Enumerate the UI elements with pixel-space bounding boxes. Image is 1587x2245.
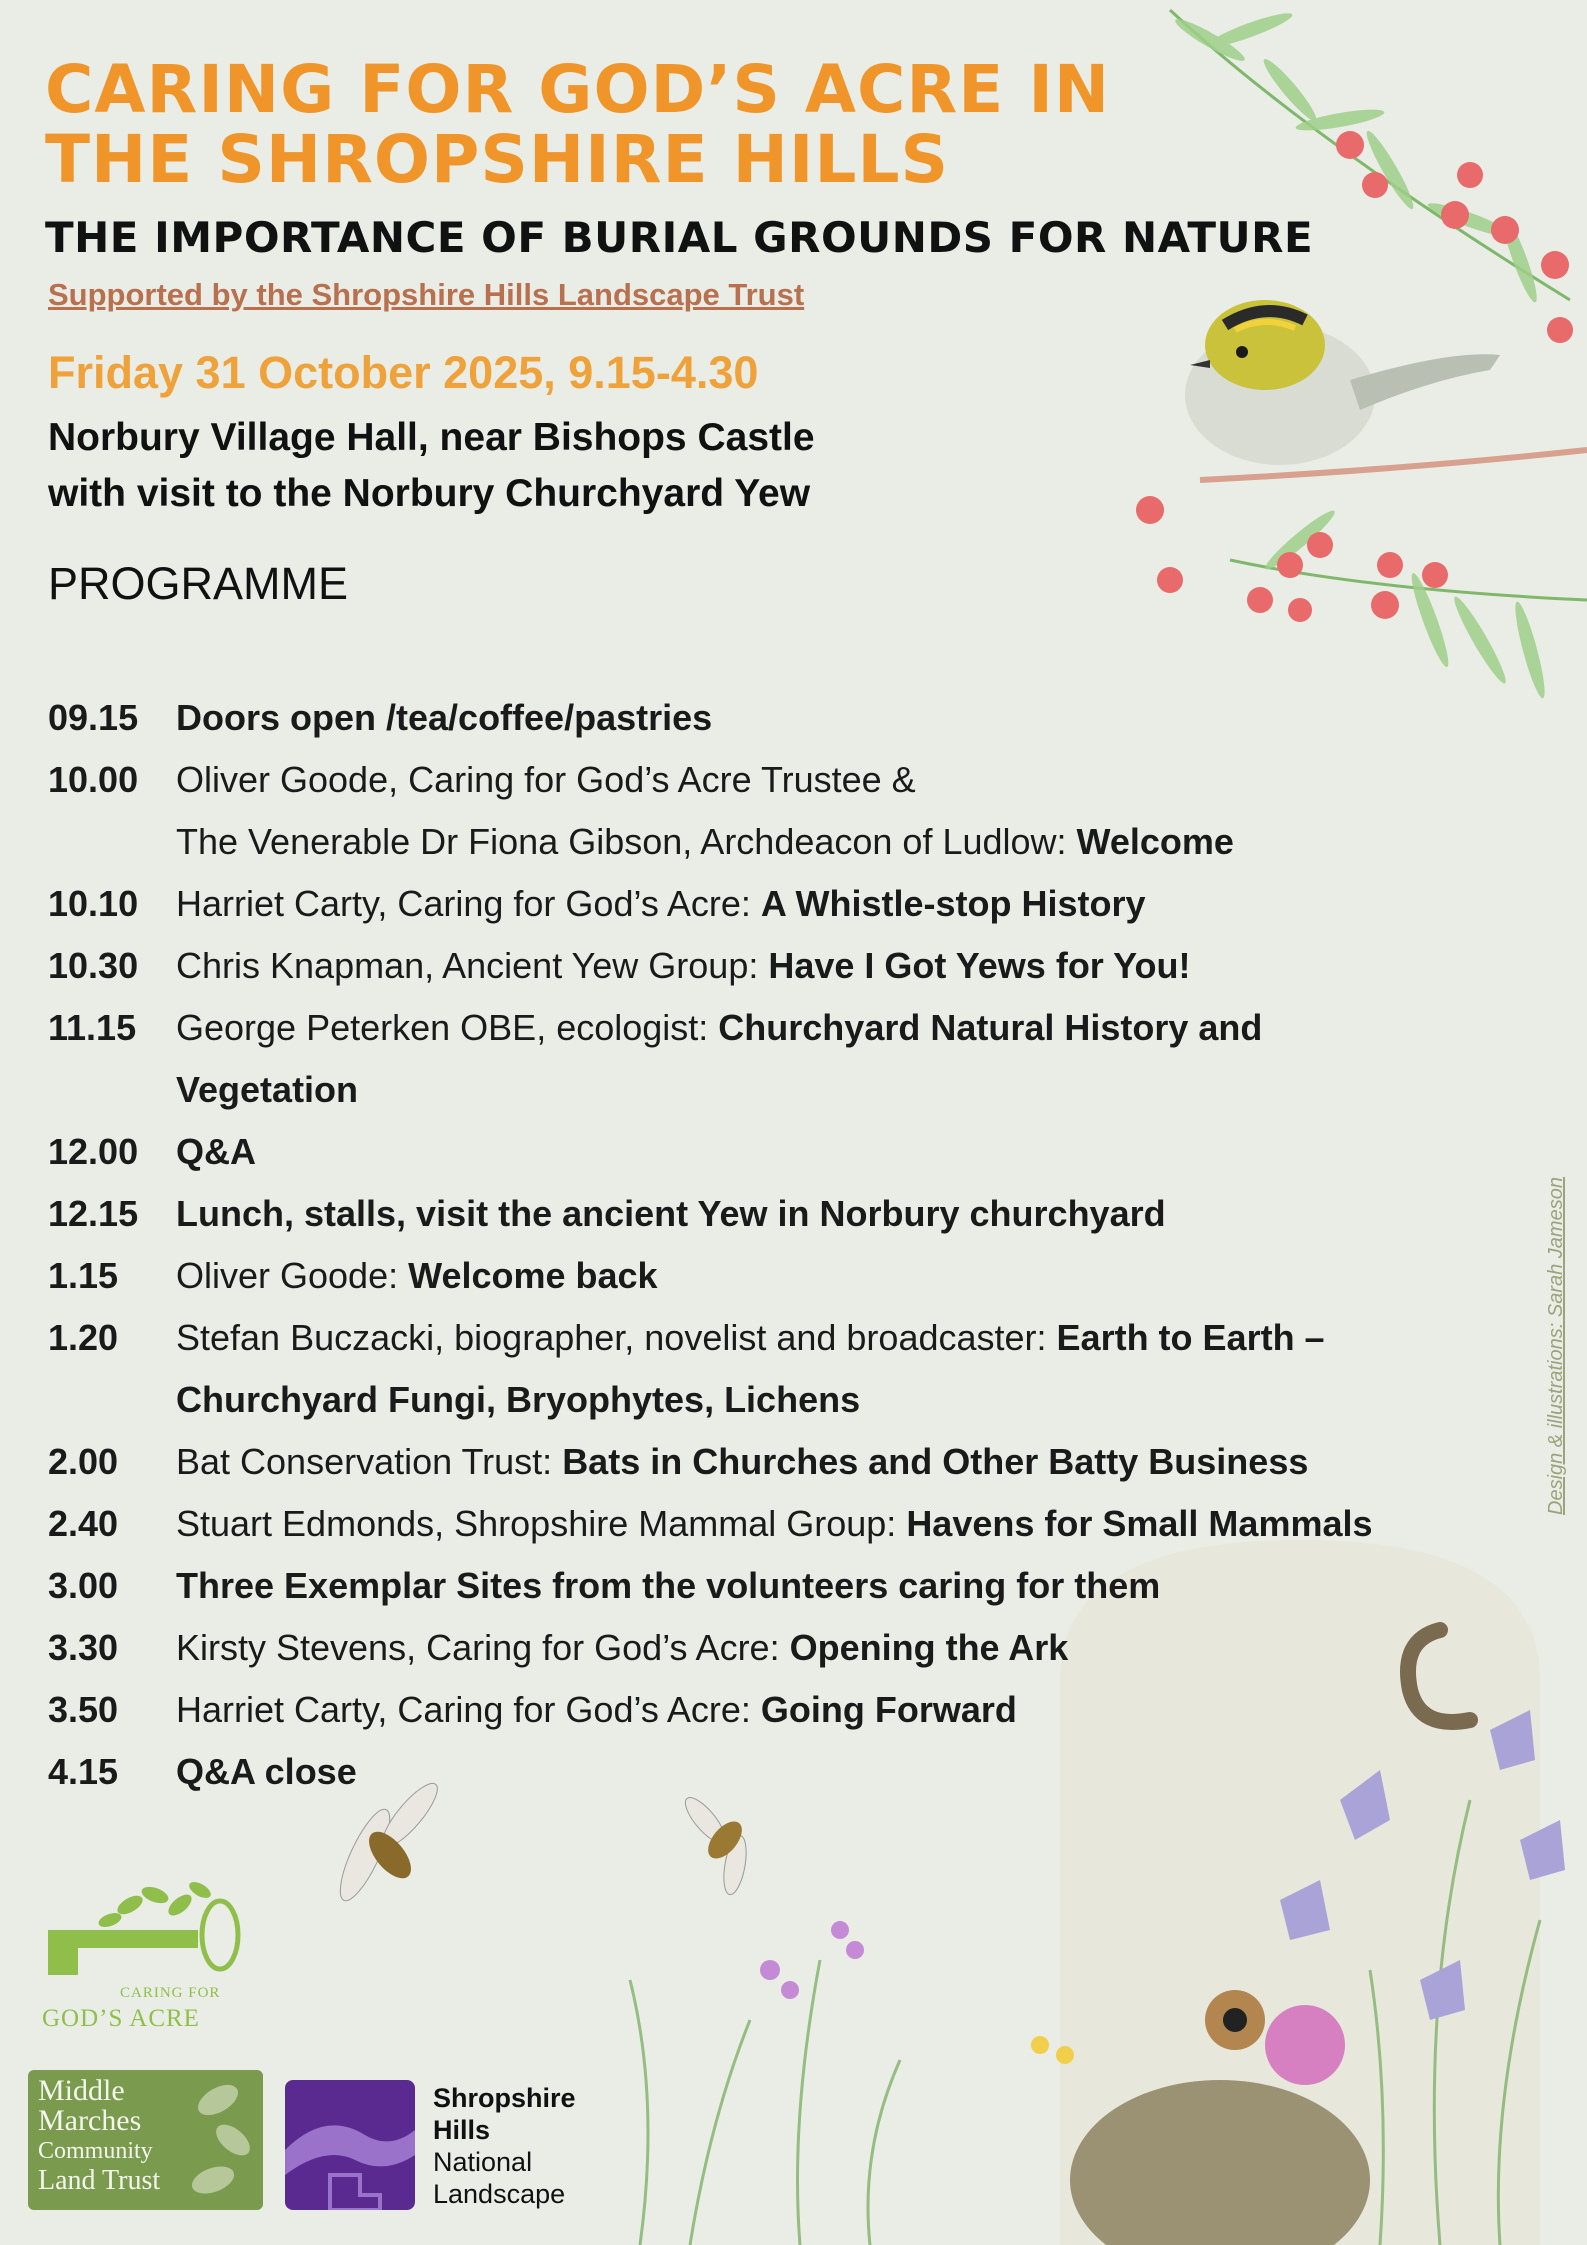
programme-row: [48, 873, 1528, 935]
mm-line-2: Marches: [38, 2104, 142, 2137]
programme-row: [48, 749, 1528, 811]
programme-entry: [176, 1307, 1528, 1369]
programme-speaker: Chris Knapman, Ancient Yew Group:: [176, 945, 769, 986]
sh-line-2: Hills: [433, 2115, 491, 2145]
programme-entry: [176, 749, 1528, 811]
programme-entry: [176, 1245, 1528, 1307]
programme-time: 3.30: [48, 1627, 119, 1668]
programme-speaker: Stuart Edmonds, Shropshire Mammal Group:: [176, 1503, 907, 1544]
programme-time: 12.00: [48, 1131, 139, 1172]
programme-time: 1.20: [48, 1317, 119, 1358]
programme-entry: [176, 1059, 1528, 1121]
programme-time: 1.15: [48, 1255, 119, 1296]
gods-acre-logo-line-2: GOD’S ACRE: [42, 2005, 200, 2032]
gods-acre-logo-line-1: CARING FOR: [120, 1985, 221, 2001]
programme-entry: [176, 1741, 1528, 1803]
programme-talk-title: Churchyard Fungi, Bryophytes, Lichens: [176, 1379, 861, 1420]
programme-entry: [176, 1555, 1528, 1617]
programme-row: [48, 1121, 1528, 1183]
programme-speaker: Kirsty Stevens, Caring for God’s Acre:: [176, 1627, 790, 1668]
event-subtitle: THE IMPORTANCE OF BURIAL GROUNDS FOR NATURE: [45, 213, 1314, 262]
programme-row: [48, 1307, 1528, 1369]
programme-time: 12.15: [48, 1193, 139, 1234]
programme-speaker: The Venerable Dr Fiona Gibson, Archdeacon of Ludlow:: [176, 821, 1077, 862]
programme-row: [48, 1183, 1528, 1245]
programme-time: [48, 1369, 176, 1431]
programme-speaker: George Peterken OBE, ecologist:: [176, 1007, 719, 1048]
shropshire-hills-logo: [285, 2080, 615, 2210]
middle-marches-logo: [28, 2070, 263, 2210]
programme-time: 2.00: [48, 1441, 119, 1482]
programme-entry: [176, 1679, 1528, 1741]
programme-heading: PROGRAMME: [48, 558, 349, 609]
programme-entry: [176, 811, 1528, 873]
programme-entry: [176, 1617, 1528, 1679]
programme-time: 10.30: [48, 945, 139, 986]
programme-entry: [176, 997, 1528, 1059]
programme-row: [48, 1245, 1528, 1307]
programme-row: [48, 1493, 1528, 1555]
programme-time: 3.00: [48, 1565, 119, 1606]
programme-time: [48, 1059, 176, 1121]
mm-line-1: Middle: [38, 2074, 125, 2107]
programme-speaker: Stefan Buczacki, biographer, novelist and broadcaster:: [176, 1317, 1057, 1358]
programme-list: [48, 687, 1528, 1803]
sh-line-4: Landscape: [433, 2179, 566, 2209]
programme-talk-title: Bats in Churches and Other Batty Business: [562, 1441, 1309, 1482]
programme-speaker: Doors open /tea/coffee/pastries: [176, 697, 713, 738]
illustration-credit: Design & illustrations: Sarah Jameson: [1545, 1177, 1567, 1515]
programme-row: [48, 1741, 1528, 1803]
programme-time: 3.50: [48, 1689, 119, 1730]
event-title: [45, 51, 1145, 198]
programme-talk-title: A Whistle-stop History: [760, 883, 1146, 924]
programme-entry: [176, 1431, 1528, 1493]
key-leaf-icon: [40, 1875, 250, 1985]
programme-entry: [176, 1121, 1528, 1183]
programme-speaker: Oliver Goode:: [176, 1255, 409, 1296]
programme-entry: [176, 935, 1528, 997]
programme-talk-title: Opening the Ark: [789, 1627, 1069, 1668]
title-line-1: CARING FOR GOD’S ACRE IN: [45, 51, 1111, 128]
programme-talk-title: Welcome back: [408, 1255, 658, 1296]
programme-time: 2.40: [48, 1503, 119, 1544]
sh-line-3: National: [433, 2147, 533, 2177]
support-link[interactable]: Supported by the Shropshire Hills Landscape Trust: [48, 277, 805, 312]
programme-row: [48, 935, 1528, 997]
hills-badge-icon: [285, 2080, 415, 2210]
programme-time: 4.15: [48, 1751, 119, 1792]
venue-line-1: Norbury Village Hall, near Bishops Castle: [48, 416, 815, 459]
programme-row: [48, 811, 1528, 873]
venue-line-2: with visit to the Norbury Churchyard Yew: [48, 472, 811, 515]
programme-row: [48, 1059, 1528, 1121]
title-line-2: THE SHROPSHIRE HILLS: [45, 121, 950, 198]
programme-row: [48, 1617, 1528, 1679]
event-venue: [48, 410, 815, 522]
programme-row: [48, 997, 1528, 1059]
programme-row: [48, 687, 1528, 749]
programme-entry: [176, 1183, 1528, 1245]
hoverfly-icon: [680, 1785, 770, 1905]
programme-entry: [176, 873, 1528, 935]
programme-entry: [176, 1369, 1528, 1431]
programme-talk-title: Vegetation: [176, 1069, 359, 1110]
event-date: Friday 31 October 2025, 9.15-4.30: [48, 347, 759, 398]
programme-talk-title: Earth to Earth –: [1056, 1317, 1325, 1358]
programme-row: [48, 1679, 1528, 1741]
programme-time: [48, 811, 176, 873]
programme-time: 09.15: [48, 697, 139, 738]
programme-speaker: Three Exemplar Sites from the volunteers caring for them: [176, 1565, 1161, 1606]
programme-talk-title: Going Forward: [760, 1689, 1017, 1730]
programme-speaker: Q&A close: [176, 1751, 357, 1792]
programme-speaker: Oliver Goode, Caring for God’s Acre Trustee &: [176, 759, 916, 800]
programme-talk-title: Havens for Small Mammals: [906, 1503, 1373, 1544]
programme-row: [48, 1431, 1528, 1493]
programme-time: 10.10: [48, 883, 139, 924]
programme-talk-title: Have I Got Yews for You!: [768, 945, 1191, 986]
programme-speaker: Bat Conservation Trust:: [176, 1441, 563, 1482]
programme-row: [48, 1555, 1528, 1617]
programme-time: 11.15: [48, 1007, 137, 1048]
programme-entry: [176, 687, 1528, 749]
mm-line-4: Land Trust: [38, 2165, 161, 2196]
firecrest-bird-icon: [1185, 300, 1587, 480]
caring-for-gods-acre-logo: [40, 1875, 250, 2040]
programme-row: [48, 1369, 1528, 1431]
programme-time: 10.00: [48, 759, 139, 800]
mm-line-3: Community: [38, 2138, 153, 2164]
programme-talk-title: Welcome: [1076, 821, 1234, 862]
programme-speaker: Harriet Carty, Caring for God’s Acre:: [176, 1689, 761, 1730]
programme-entry: [176, 1493, 1528, 1555]
programme-speaker: Harriet Carty, Caring for God’s Acre:: [176, 883, 761, 924]
programme-speaker: Lunch, stalls, visit the ancient Yew in Norbury churchyard: [176, 1193, 1166, 1234]
programme-speaker: Q&A: [176, 1131, 256, 1172]
sh-line-1: Shropshire: [433, 2083, 576, 2113]
programme-talk-title: Churchyard Natural History and: [718, 1007, 1263, 1048]
